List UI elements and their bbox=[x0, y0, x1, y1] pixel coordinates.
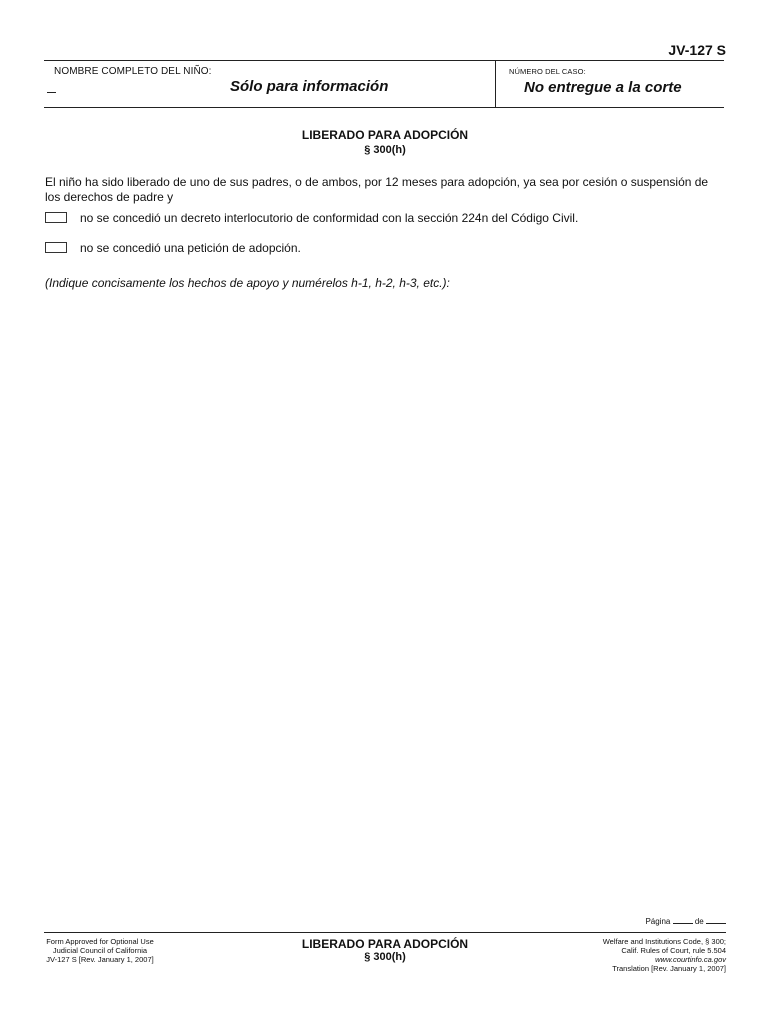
form-subtitle: § 300(h) bbox=[364, 144, 406, 156]
petition-checkbox-label: no se concedió una petición de adopción. bbox=[80, 241, 301, 255]
form-title: LIBERADO PARA ADOPCIÓN bbox=[301, 128, 469, 142]
page-label: Página bbox=[645, 917, 671, 926]
do-not-file-notice: No entregue a la corte bbox=[524, 79, 682, 96]
footer-rules-line: Calif. Rules of Court, rule 5.504 bbox=[621, 946, 726, 955]
footer-council-line: Judicial Council of California bbox=[52, 946, 148, 955]
page-number-line bbox=[645, 915, 726, 926]
info-only-notice: Sólo para información bbox=[230, 78, 389, 95]
footer-code-line: Welfare and Institutions Code, § 300; bbox=[602, 937, 726, 946]
page-number-blank[interactable] bbox=[673, 915, 693, 924]
form-number: JV-127 S bbox=[668, 42, 726, 58]
dash-mark bbox=[47, 92, 56, 93]
of-label: de bbox=[694, 917, 704, 926]
caption-header bbox=[44, 60, 724, 108]
footer-translation-line: Translation [Rev. January 1, 2007] bbox=[612, 964, 726, 973]
footer-right-block bbox=[603, 937, 726, 973]
decree-checkbox[interactable] bbox=[45, 212, 67, 223]
decree-checkbox-label: no se concedió un decreto interlocutorio de conformidad con la sección 224n del Código Civil. bbox=[80, 211, 579, 225]
footer-revision-line: JV-127 S [Rev. January 1, 2007] bbox=[46, 955, 154, 964]
instruction-text: (Indique concisamente los hechos de apoyo y numérelos h-1, h-2, h-3, etc.): bbox=[45, 276, 450, 290]
footer-approval-line: Form Approved for Optional Use bbox=[46, 937, 154, 946]
footer-title: LIBERADO PARA ADOPCIÓN bbox=[301, 937, 469, 951]
petition-checkbox[interactable] bbox=[45, 242, 67, 253]
intro-paragraph: El niño ha sido liberado de uno de sus padres, o de ambos, por 12 meses para adopción, ya sea por cesión o suspensión de los derechos de padre y bbox=[45, 175, 709, 204]
footer-rule bbox=[44, 932, 726, 933]
header-divider bbox=[495, 61, 496, 107]
child-name-label: NOMBRE COMPLETO DEL NIÑO: bbox=[54, 66, 212, 77]
case-number-label: NÚMERO DEL CASO: bbox=[509, 67, 586, 76]
footer-subtitle: § 300(h) bbox=[364, 951, 406, 963]
footer-url-link[interactable]: www.courtinfo.ca.gov bbox=[655, 955, 726, 964]
page-total-blank[interactable] bbox=[706, 915, 726, 924]
